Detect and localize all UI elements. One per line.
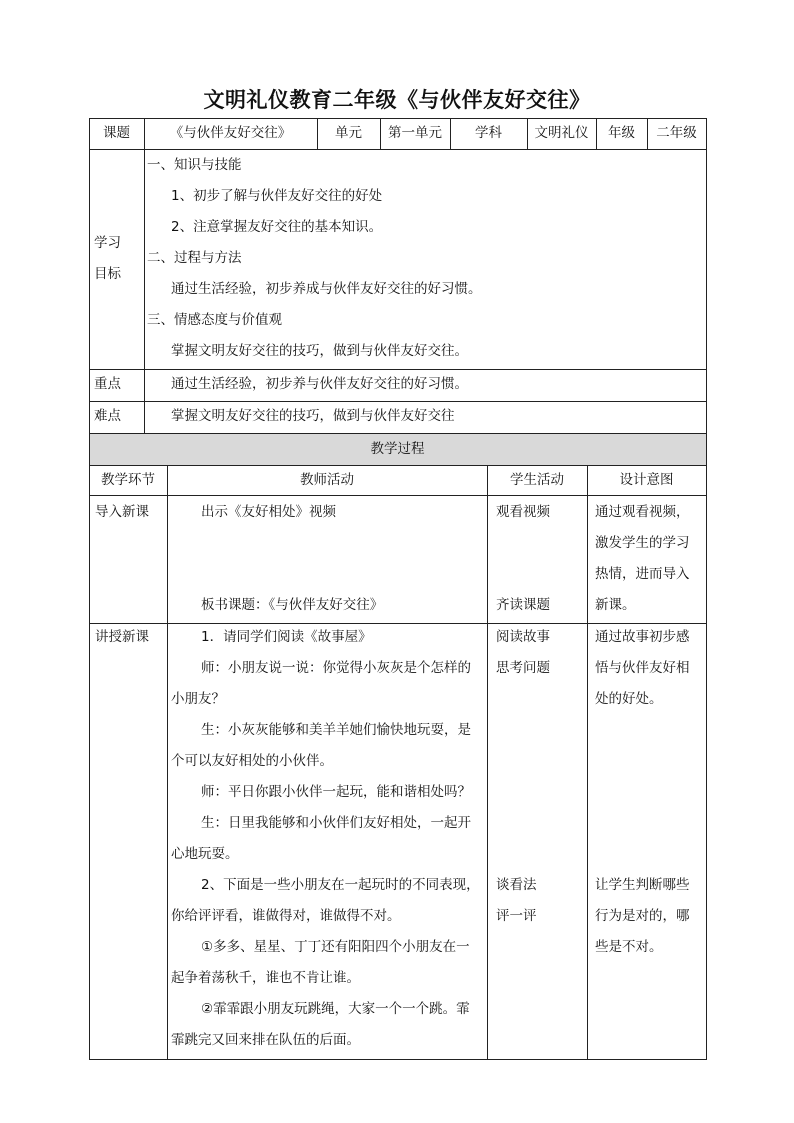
intro-intent-line: 激发学生的学习 <box>595 535 690 551</box>
lesson-student-line: 评一评 <box>496 908 537 924</box>
lesson-teacher-line: 霏跳完又回来排在队伍的后面。 <box>171 1032 360 1048</box>
intro-student-read: 齐读课题 <box>496 597 550 613</box>
intro-intent-line: 热情，进而导入 <box>595 566 690 582</box>
goals-line: 三、情感态度与价值观 <box>147 312 282 328</box>
key-point-text: 通过生活经验，初步养与伙伴友好交往的好习惯。 <box>171 376 468 392</box>
lesson-teacher-line: ①多多、星星、丁丁还有阳阳四个小朋友在一 <box>201 939 470 955</box>
lesson-intent-1 <box>595 622 705 715</box>
intro-student-watch: 观看视频 <box>496 504 550 520</box>
rule <box>167 465 168 1060</box>
process-title: 教学过程 <box>370 441 425 457</box>
goals-line: 一、知识与技能 <box>147 157 242 173</box>
difficulty-label: 难点 <box>94 408 121 424</box>
lesson-intent-line: 行为是对的，哪 <box>595 908 690 924</box>
intro-intent-line: 新课。 <box>595 597 636 613</box>
lesson-stage: 讲授新课 <box>95 629 149 645</box>
xueke-label: 学科 <box>475 125 502 141</box>
rule <box>487 465 488 1060</box>
lesson-intent-line: 让学生判断哪些 <box>595 877 690 893</box>
goals-line: 掌握文明友好交往的技巧，做到与伙伴友好交往。 <box>171 343 468 359</box>
goals-label-line: 学习 <box>94 235 121 251</box>
goals-line: 通过生活经验，初步养成与伙伴友好交往的好习惯。 <box>171 281 482 297</box>
col-header-teacher: 教师活动 <box>300 472 354 488</box>
lesson-teacher-line: 师：平日你跟小伙伴一起玩，能和谐相处吗？ <box>201 784 471 800</box>
goals-line: 2、注意掌握友好交往的基本知识。 <box>171 219 383 235</box>
difficulty-text: 掌握文明友好交往的技巧，做到与伙伴友好交往 <box>171 408 455 424</box>
lesson-intent-line: 处的好处。 <box>595 691 663 707</box>
lesson-intent-line: 悟与伙伴友好相 <box>595 660 690 676</box>
lesson-student-line: 思考问题 <box>496 660 550 676</box>
rule <box>89 495 707 496</box>
nianji-value: 二年级 <box>656 125 697 141</box>
lesson-teacher-line: ②霏霏跟小朋友玩跳绳，大家一个一个跳。霏 <box>201 1001 470 1017</box>
col-header-intent: 设计意图 <box>619 472 674 488</box>
lesson-intent-2 <box>595 870 705 963</box>
intro-intent <box>595 497 705 621</box>
lesson-student-1 <box>496 622 584 684</box>
rule <box>89 1059 707 1060</box>
goals-label <box>94 228 142 290</box>
lesson-teacher-line: 2、下面是一些小朋友在一起玩时的不同表现， <box>201 877 480 893</box>
rule <box>706 118 707 1060</box>
lesson-teacher-line: 生：日里我能够和小伙伴们友好相处，一起开 <box>201 815 471 831</box>
key-point-label: 重点 <box>94 376 121 392</box>
col-header-stage: 教学环节 <box>101 472 155 488</box>
col-header-student: 学生活动 <box>510 472 564 488</box>
xueke-value: 文明礼仪 <box>534 125 589 141</box>
danyuan-value: 第一单元 <box>388 125 442 141</box>
lesson-teacher-line: 小朋友？ <box>171 691 225 707</box>
lesson-teacher-line: 个可以友好相处的小伙伴。 <box>171 753 333 769</box>
goals-line: 1、初步了解与伙伴友好交往的好处 <box>171 188 383 204</box>
lesson-student-line: 谈看法 <box>496 877 537 893</box>
lesson-teacher-line: 起争着荡秋千，谁也不肯让谁。 <box>171 970 360 986</box>
lesson-teacher-line: 心地玩耍。 <box>171 846 239 862</box>
lesson-student-line: 阅读故事 <box>496 629 550 645</box>
intro-stage: 导入新课 <box>95 504 149 520</box>
intro-intent-line: 通过观看视频， <box>595 504 690 520</box>
lesson-teacher-line: 师：小朋友说一说：你觉得小灰灰是个怎样的 <box>201 660 471 676</box>
rule <box>89 118 90 1060</box>
nianji-label: 年级 <box>608 125 635 141</box>
lesson-intent-line: 些是不对。 <box>595 939 663 955</box>
lesson-teacher <box>171 622 485 1056</box>
intro-teacher-board: 板书课题：《与伙伴友好交往》 <box>201 597 384 613</box>
danyuan-label: 单元 <box>335 125 362 141</box>
lesson-student-2 <box>496 870 584 932</box>
keti-label: 课题 <box>103 125 130 141</box>
lesson-teacher-line: 你给评评看，谁做得对，谁做得不对。 <box>171 908 401 924</box>
goals-line: 二、过程与方法 <box>147 250 242 266</box>
goals-content <box>144 150 704 367</box>
goals-label-line: 目标 <box>94 266 121 282</box>
rule <box>587 465 588 1060</box>
lesson-intent-line: 通过故事初步感 <box>595 629 690 645</box>
lesson-teacher-line: 生：小灰灰能够和美羊羊她们愉快地玩耍，是 <box>201 722 471 738</box>
keti-value: 《与伙伴友好交往》 <box>169 125 292 141</box>
page-title: 文明礼仪教育二年级《与伙伴友好交往》 <box>203 87 591 112</box>
intro-teacher-video: 出示《友好相处》视频 <box>201 504 336 520</box>
lesson-teacher-line: 1．请同学们阅读《故事屋》 <box>201 629 372 645</box>
